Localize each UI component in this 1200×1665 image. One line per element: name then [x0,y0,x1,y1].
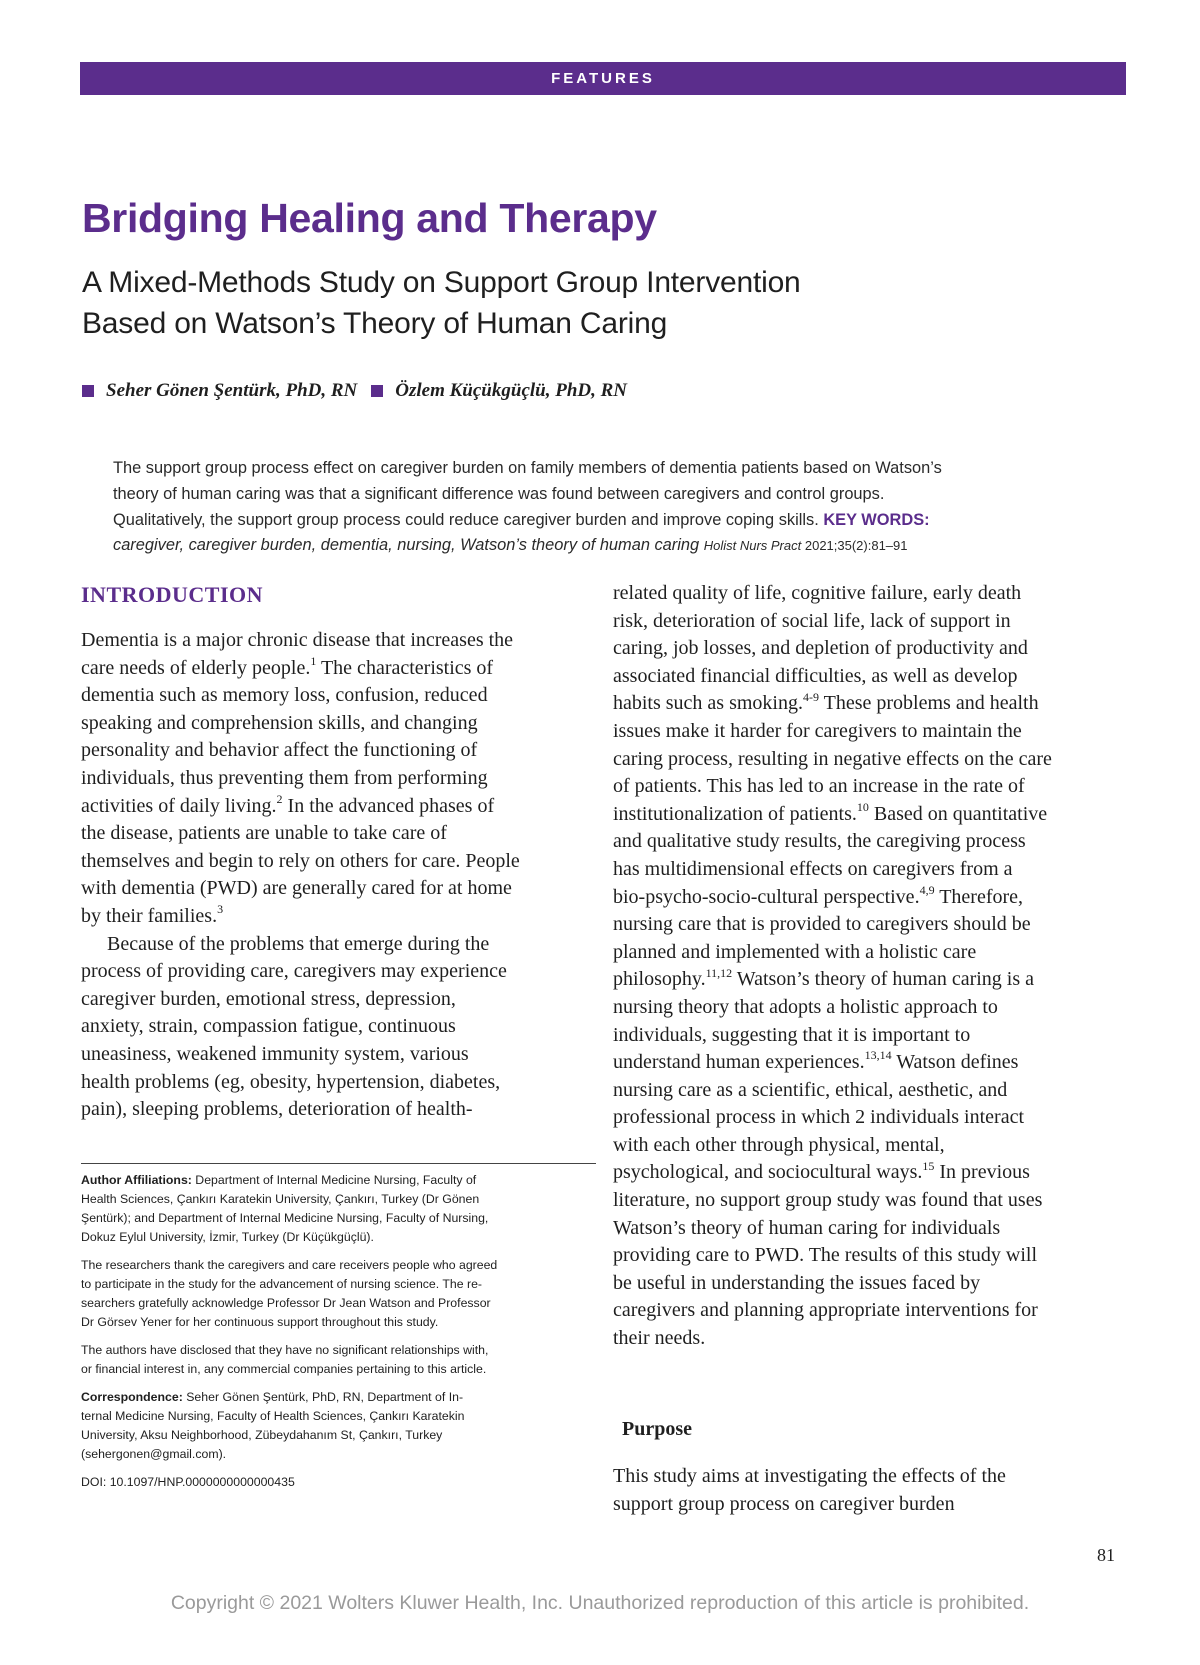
subtitle-line: Based on Watson’s Theory of Human Caring [82,307,668,340]
body-line: literature, no support group study was found that uses [613,1189,1043,1212]
keywords: caregiver, caregiver burden, dementia, nursing, Watson’s theory of human caring [113,536,700,555]
reference-marker: 4,9 [919,882,935,897]
reference-marker: 4-9 [803,689,819,704]
body-line: Watson’s theory of human caring for individuals [613,1216,1001,1239]
body-line: caregiver burden, emotional stress, depression, [81,987,456,1010]
square-bullet-icon [371,385,383,397]
body-line: individuals, suggesting that it is important to [613,1023,971,1046]
abstract-line: Qualitatively, the support group process could reduce caregiver burden and improve coping skills. KEY WORDS: [113,510,930,529]
body-column-right [613,580,1133,1353]
body-line: dementia such as memory loss, confusion, reduced [81,684,488,707]
reference-marker: 3 [217,902,224,917]
body-line: be useful in understanding the issues faced by [613,1271,981,1294]
body-line: nursing care as a scientific, ethical, aesthetic, and [613,1078,1008,1101]
body-line: personality and behavior affect the functioning of [81,739,478,762]
body-line: related quality of life, cognitive failure, early death [613,582,1022,604]
body-line: care needs of elderly people.$^1$ The characteristics of [81,653,494,679]
abstract-line [113,533,1123,559]
reference-marker: 11,12 [705,965,733,980]
author-name: Özlem Küçükgüçlü, PhD, RN [395,380,628,401]
body-line: speaking and comprehension skills, and changing [81,711,478,734]
body-line: This study aims at investigating the effects of the [613,1465,1006,1487]
page-number: 81 [1097,1545,1115,1565]
citation: Holist Nurs Pract 2021;35(2):81–91 [703,538,908,554]
body-line: and qualitative study results, the caregiving process [613,830,1026,853]
reference-marker: 1 [310,653,317,668]
body-line: professional process in which 2 individuals interact [613,1106,1025,1129]
body-column-left [81,627,571,1124]
reference-marker: 13,14 [864,1048,892,1063]
banner-label: FEATURES [551,70,655,87]
abstract [113,456,1123,559]
body-line: themselves and begin to rely on others for care. People [81,849,520,872]
abstract-line: The support group process effect on caregiver burden on family members of dementia patients based on Watson’s [113,459,942,477]
article-title: Bridging Healing and Therapy [82,195,657,241]
copyright-notice: Copyright © 2021 Wolters Kluwer Health, Inc. Unauthorized reproduction of this article is prohibited. [170,1592,1030,1614]
footnotes [81,1171,596,1492]
correspondence: Correspondence: Seher Gönen Şentürk, PhD, RN, Department of In- ternal Medicine Nursing, Faculty of Health Sciences, Çankırı Karatekin University, Aksu Neighborhood, Zübeydahanım St, Çankırı, Turkey (sehergonen@gmail.com). [81,1390,465,1461]
body-line: individuals, thus preventing them from performing [81,766,488,789]
body-line: psychological, and sociocultural ways.$^{15}$ In previous [613,1158,1030,1184]
section-banner [80,62,1126,95]
author-affiliations: Author Affiliations: Department of Internal Medicine Nursing, Faculty of Health Sciences, Çankırı Karatekin University, Çankırı, Turkey (Dr Gönen Şentürk); and Department of Internal Medicine Nursing, Faculty of Nursing, Dokuz Eylul University, İzmir, Turkey (Dr Küçükgüçlü). [81,1173,489,1244]
body-line: nursing theory that adopts a holistic approach to [613,995,998,1018]
body-line: with each other through physical, mental, [613,1133,945,1156]
body-line: anxiety, strain, compassion fatigue, continuous [81,1015,456,1038]
reference-marker: 15 [922,1158,935,1173]
purpose-body [613,1463,1006,1518]
body-line: philosophy.$^{11,12}$ Watson’s theory of human caring is a [613,965,1035,991]
author-name: Seher Gönen Şentürk, PhD, RN [106,380,358,401]
body-line: bio-psycho-socio-cultural perspective.$^{4,9}$ Therefore, [613,882,1024,908]
keywords-label: KEY WORDS: [823,510,930,529]
body-line: planned and implemented with a holistic care [613,940,977,963]
body-line: risk, deterioration of social life, lack of support in [613,609,1011,632]
body-line: caring, job losses, and depletion of productivity and [613,637,1028,660]
body-line: Dementia is a major chronic disease that increases the [81,629,514,651]
disclosure: The authors have disclosed that they have no significant relationships with, or financial interest in, any commercial companies pertaining to this article. [81,1343,489,1376]
purpose-heading: Purpose [622,1418,692,1440]
reference-marker: 2 [276,791,283,806]
body-line: uneasiness, weakened immunity system, various [81,1042,469,1065]
body-line: associated financial difficulties, as well as develop [613,664,1018,687]
body-line: understand human experiences.$^{13,14}$ Watson defines [613,1048,1019,1074]
body-line: pain), sleeping problems, deterioration of health- [81,1098,473,1121]
body-line: process of providing care, caregivers may experience [81,960,507,983]
body-line: support group process on caregiver burden [613,1492,955,1515]
body-line: caregivers and planning appropriate interventions for [613,1299,1038,1322]
abstract-line: theory of human caring was that a significant difference was found between caregivers and control groups. [113,484,885,503]
body-line: their needs. [613,1327,706,1350]
footnote-divider [81,1163,596,1164]
body-line: activities of daily living.$^2$ In the advanced phases of [81,791,495,817]
subtitle-line: A Mixed-Methods Study on Support Group Intervention [82,266,801,299]
body-line: health problems (eg, obesity, hypertension, diabetes, [81,1070,501,1093]
body-line: has multidimensional effects on caregivers from a [613,857,1013,880]
body-line: issues make it harder for caregivers to maintain the [613,719,1022,742]
reference-marker: 10 [856,800,869,815]
body-line: habits such as smoking.$^{4-9}$ These problems and health [613,689,1039,715]
article-subtitle [82,262,801,344]
body-line: of patients. This has led to an increase in the rate of [613,775,1025,798]
body-line: caring process, resulting in negative effects on the care [613,747,1052,770]
body-line: nursing care that is provided to caregivers should be [613,913,1031,936]
body-line: institutionalization of patients.$^{10}$ Based on quantitative [613,800,1048,825]
introduction-heading: INTRODUCTION [81,582,264,607]
doi: DOI: 10.1097/HNP.0000000000000435 [81,1475,295,1489]
body-line: by their families.$^3$ [81,902,224,927]
author-list [82,380,627,402]
body-line: providing care to PWD. The results of this study will [613,1244,1038,1267]
body-line: with dementia (PWD) are generally cared for at home [81,877,512,900]
body-line: the disease, patients are unable to take care of [81,822,447,845]
body-line: Because of the problems that emerge during the [107,932,490,955]
acknowledgments: The researchers thank the caregivers and care receivers people who agreed to participate in the study for the advancement of nursing science. The re- searchers gratefully acknowledge Professor Dr Jean Watson and Professor Dr Görsev Yener for her continuous support throughout this study. [81,1258,498,1329]
square-bullet-icon [82,385,94,397]
